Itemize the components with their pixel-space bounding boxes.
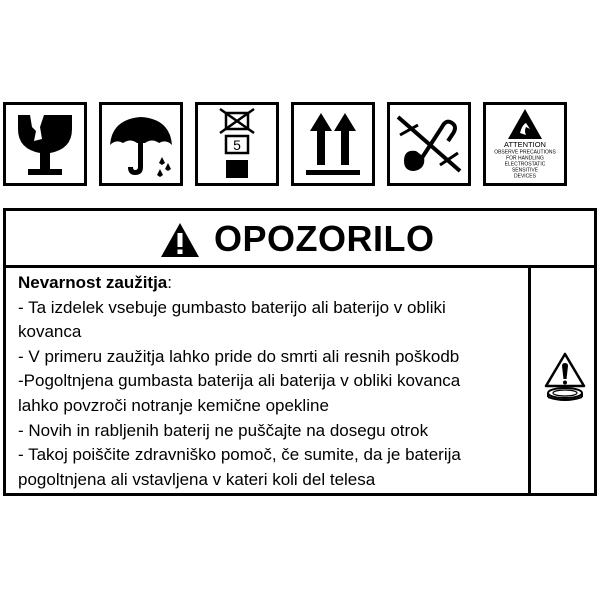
packaging-symbols-row — [0, 102, 600, 188]
stacking-limit-number: 5 — [233, 137, 241, 153]
esd-label-line-4: ELECTROSTATIC — [504, 161, 546, 168]
esd-label-line-5: SENSITIVE — [511, 167, 539, 174]
warning-heading-suffix: : — [167, 273, 172, 292]
warning-line: - Ta izdelek vsebuje gumbasto baterijo ali baterijo v obliki — [18, 297, 446, 317]
warning-triangle-icon — [160, 222, 200, 258]
stacking-limit-icon — [195, 102, 279, 186]
warning-line: pogoltnjena ali vstavljena v kateri koli del telesa — [18, 469, 376, 489]
keep-dry-umbrella-icon — [99, 102, 183, 186]
esd-label-line-1: ATTENTION — [504, 140, 546, 149]
electrostatic-sensitive-icon — [483, 102, 567, 186]
warning-line: -Pogoltnjena gumbasta baterija ali baterija v obliki kovanca — [18, 371, 461, 391]
warning-label — [3, 208, 597, 496]
warning-side-panel — [528, 268, 594, 493]
esd-label-line-2: OBSERVE PRECAUTIONS — [494, 149, 556, 156]
fragile-glass-icon — [3, 102, 87, 186]
warning-heading-line — [18, 271, 524, 296]
warning-line: - V primeru zaužitja lahko pride do smrti ali resnih poškodb — [18, 346, 460, 366]
warning-title: OPOZORILO — [214, 218, 435, 259]
swallow-battery-warning-icon — [543, 352, 587, 402]
this-way-up-icon — [291, 102, 375, 186]
warning-heading: Nevarnost zaužitja — [18, 273, 168, 292]
warning-line: kovanca — [18, 322, 82, 342]
warning-line: lahko povzroči notranje kemične opekline — [18, 395, 329, 415]
esd-label-line-6: DEVICES — [514, 173, 536, 180]
warning-line: - Novih in rabljenih baterij ne puščajte na dosegu otrok — [18, 420, 429, 440]
no-hooks-icon — [387, 102, 471, 186]
warning-body — [6, 268, 528, 493]
warning-line: - Takoj poiščite zdravniško pomoč, če sumite, da je baterija — [18, 445, 461, 465]
esd-label-line-3: FOR HANDLING — [506, 155, 544, 162]
warning-header — [6, 211, 594, 268]
